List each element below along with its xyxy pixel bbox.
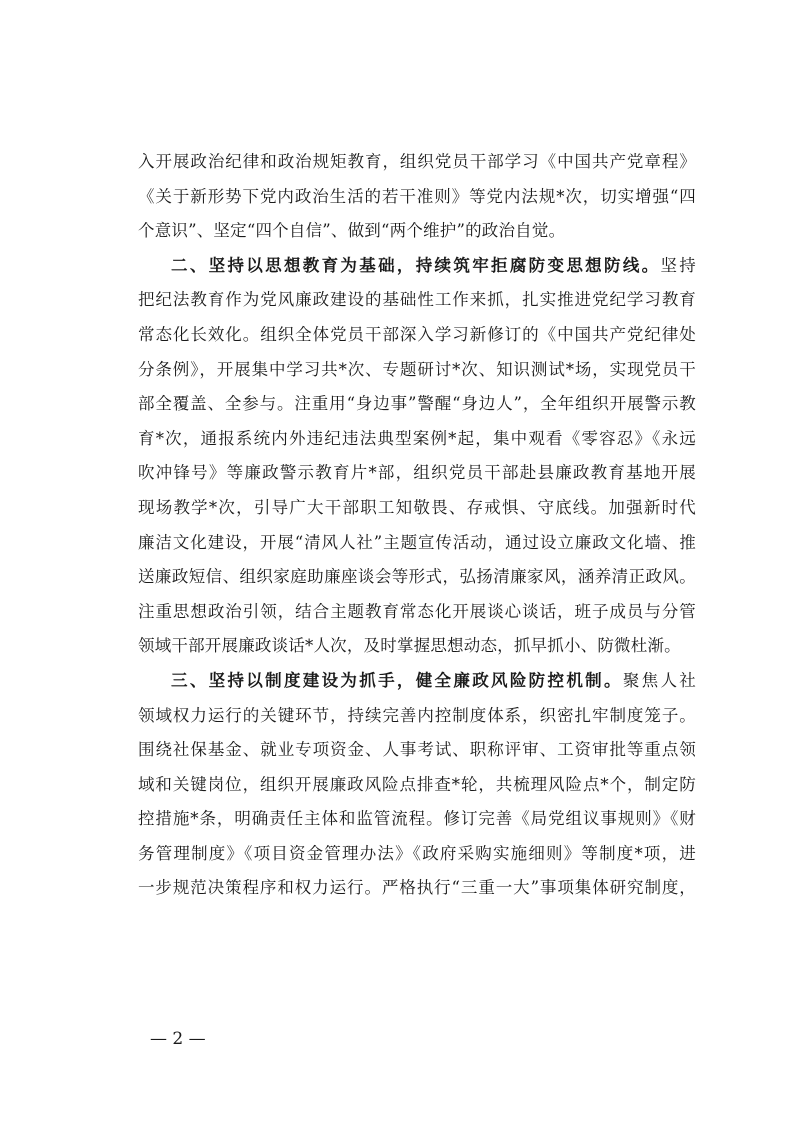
section-heading: 三、坚持以制度建设为抓手，健全廉政风险防控机制。 <box>171 670 623 690</box>
text-line <box>138 318 696 353</box>
line-text: 个意识”、坚定“四个自信”、做到“两个维护”的政治自觉。 <box>138 221 566 241</box>
line-text: 控措施*条，明确责任主体和监管流程。修订完善《局党组议事规则》《财 <box>138 809 696 829</box>
line-text: 领域权力运行的关键环节，持续完善内控制度体系，织密扎牢制度笼子。 <box>138 705 696 725</box>
text-line <box>138 214 696 249</box>
text-line <box>138 699 696 734</box>
line-text: 吹冲锋号》等廉政警示教育片*部，组织党员干部赴县廉政教育基地开展 <box>138 463 696 483</box>
line-text: 围绕社保基金、就业专项资金、人事考试、职称评审、工资审批等重点领 <box>138 740 696 760</box>
text-line <box>138 491 696 526</box>
text-line <box>138 387 696 422</box>
line-text: 注重思想政治引领，结合主题教育常态化开展谈心谈话，班子成员与分管 <box>138 601 696 621</box>
paragraph-heading-line <box>138 249 696 284</box>
text-line <box>138 526 696 561</box>
line-text: 务管理制度》《项目资金管理办法》《政府采购实施细则》等制度*项，进 <box>138 843 696 863</box>
line-text: 域和关键岗位，组织开展廉政风险点排查*轮，共梳理风险点*个，制定防 <box>138 774 696 794</box>
line-text: 廉洁文化建设，开展“清风人社”主题宣传活动，通过设立廉政文化墙、推 <box>138 532 696 552</box>
text-line <box>138 180 696 215</box>
text-line <box>138 595 696 630</box>
text-line <box>138 145 696 180</box>
line-text: 送廉政短信、组织家庭助廉座谈会等形式，弘扬清廉家风，涵养清正政风。 <box>138 567 696 587</box>
line-text: 现场教学*次，引导广大干部职工知敬畏、存戒惧、守底线。加强新时代 <box>138 497 696 517</box>
line-text: 坚持 <box>660 255 696 275</box>
line-text: 常态化长效化。组织全体党员干部深入学习新修订的《中国共产党纪律处 <box>138 324 696 344</box>
text-line <box>138 871 696 906</box>
line-text: 一步规范决策程序和权力运行。严格执行“三重一大”事项集体研究制度， <box>138 878 696 898</box>
line-text: 《关于新形势下党内政治生活的若干准则》等党内法规*次，切实增强“四 <box>138 186 696 206</box>
page-number: — 2 — <box>150 1029 206 1049</box>
text-line <box>138 422 696 457</box>
text-line <box>138 629 696 664</box>
text-line <box>138 456 696 491</box>
text-line <box>138 768 696 803</box>
line-text: 部全覆盖、全参与。注重用“身边事”警醒“身边人”，全年组织开展警示教 <box>138 394 696 414</box>
line-text: 领域干部开展廉政谈话*人次，及时掌握思想动态，抓早抓小、防微杜渐。 <box>138 636 681 656</box>
line-text: 入开展政治纪律和政治规矩教育，组织党员干部学习《中国共产党章程》 <box>138 152 696 171</box>
text-line <box>138 283 696 318</box>
line-text: 聚焦人社 <box>622 670 696 690</box>
text-line <box>138 353 696 388</box>
paragraph-heading-line <box>138 664 696 699</box>
text-line <box>138 560 696 595</box>
text-line <box>138 802 696 837</box>
line-text: 分条例》，开展集中学习共*次、专题研讨*次、知识测试*场，实现党员干 <box>138 359 696 379</box>
text-line <box>138 837 696 872</box>
section-heading: 二、坚持以思想教育为基础，持续筑牢拒腐防变思想防线。 <box>171 255 661 275</box>
line-text: 育*次，通报系统内外违纪违法典型案例*起，集中观看《零容忍》《永远 <box>138 428 696 448</box>
document-body <box>138 145 696 906</box>
text-line <box>138 733 696 768</box>
line-text: 把纪法教育作为党风廉政建设的基础性工作来抓，扎实推进党纪学习教育 <box>138 290 696 310</box>
